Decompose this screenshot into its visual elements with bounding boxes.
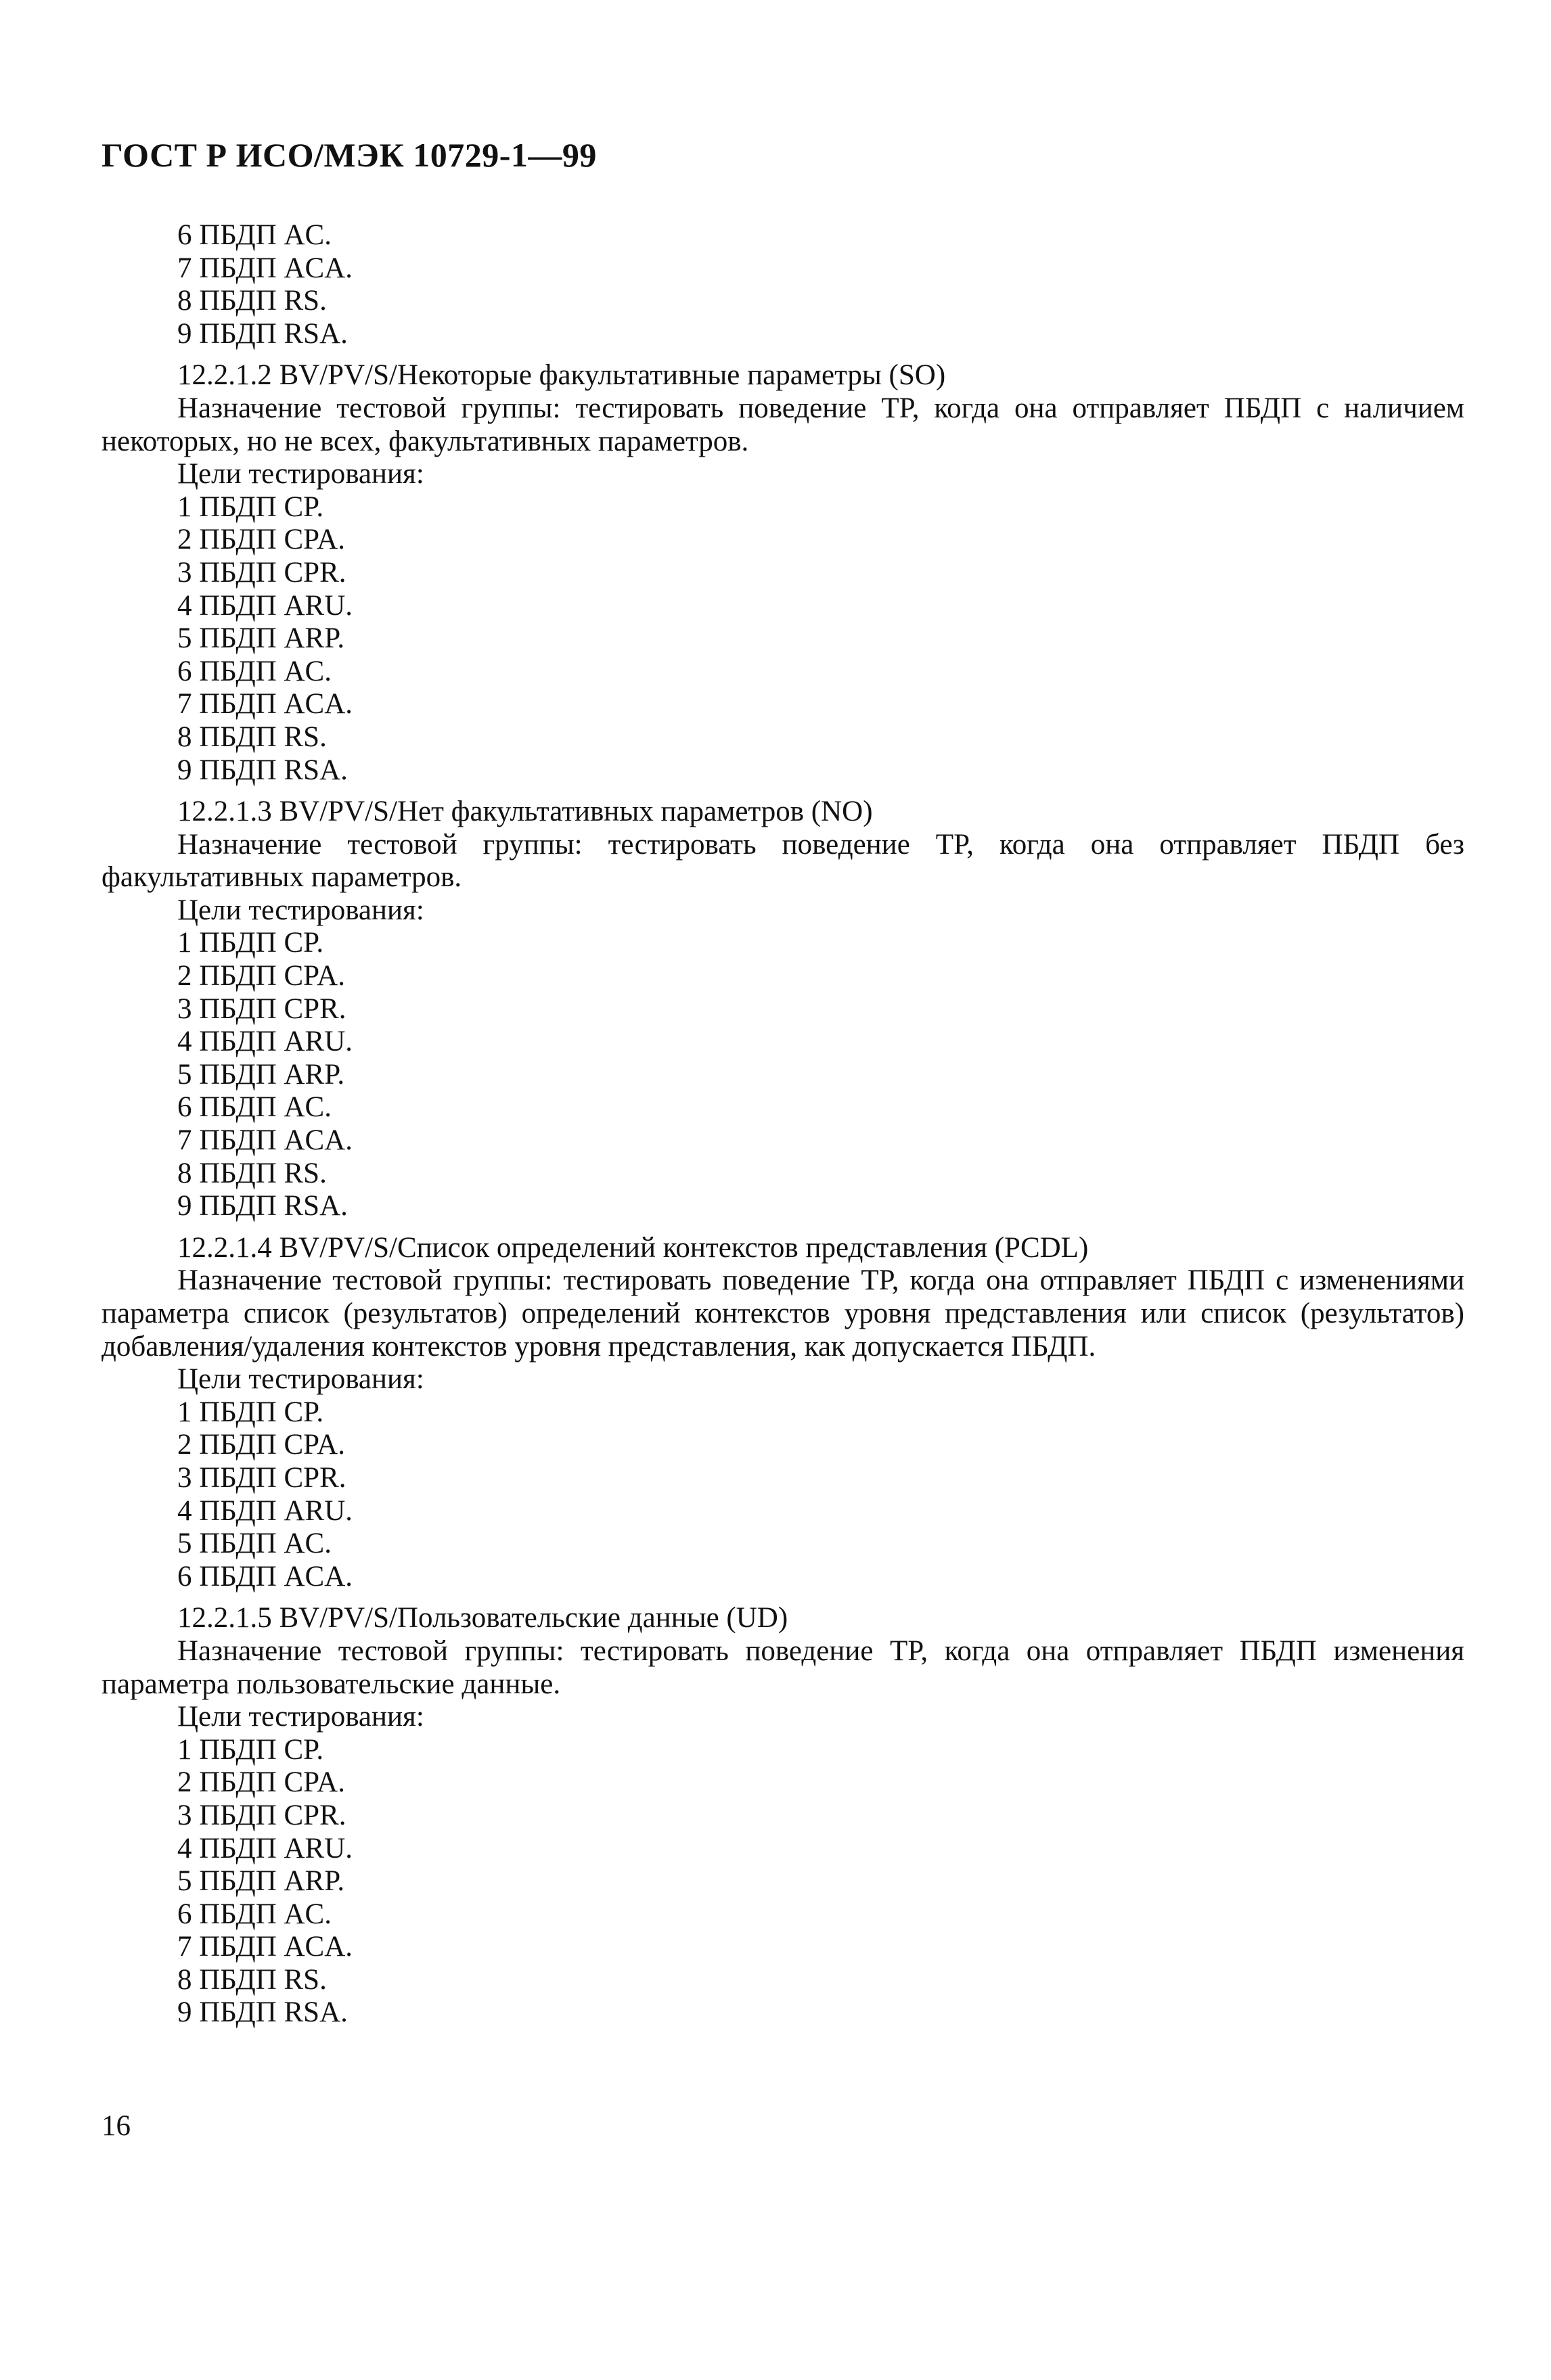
- list-item: 1 ПБДП CP.: [177, 490, 324, 523]
- list-item: 7 ПБДП ACA.: [177, 1931, 353, 1963]
- document-body: [102, 219, 1464, 2030]
- list-item: 5 ПБДП ARP.: [177, 622, 345, 655]
- section-heading: 12.2.1.4 BV/PV/S/Список определений контекстов представления (PCDL): [177, 1231, 1089, 1264]
- list-item: 4 ПБДП ARU.: [177, 1026, 353, 1058]
- list-item: 4 ПБДП ARU.: [177, 1494, 353, 1527]
- list-item: 2 ПБДП CPA.: [177, 1766, 345, 1799]
- list-item: 7 ПБДП ACA.: [177, 1124, 353, 1157]
- list-item: 1 ПБДП CP.: [177, 1733, 324, 1766]
- section-heading: 12.2.1.5 BV/PV/S/Пользовательские данные (UD): [177, 1602, 788, 1634]
- list-item: 6 ПБДП AC.: [177, 1898, 332, 1930]
- goals-label: Цели тестирования:: [177, 1701, 424, 1733]
- list-item: 2 ПБДП CPA.: [177, 1429, 345, 1461]
- list-item: 3 ПБДП CPR.: [177, 1799, 346, 1831]
- document-header: ГОСТ Р ИСО/МЭК 10729-1—99: [102, 136, 597, 174]
- section-heading: 12.2.1.3 BV/PV/S/Нет факультативных параметров (NO): [177, 796, 873, 828]
- list-item: 9 ПБДП RSA.: [177, 1190, 348, 1222]
- list-item: 6 ПБДП ACA.: [177, 1560, 353, 1593]
- list-item: 9 ПБДП RSA.: [177, 754, 348, 786]
- goals-label: Цели тестирования:: [177, 1363, 424, 1396]
- list-item: 8 ПБДП RS.: [177, 1157, 327, 1189]
- list-item: 2 ПБДП CPA.: [177, 960, 345, 992]
- section-heading: 12.2.1.2 BV/PV/S/Некоторые факультативные параметры (SO): [177, 359, 946, 392]
- list-item: 5 ПБДП AC.: [177, 1528, 332, 1560]
- list-item: 1 ПБДП CP.: [177, 1396, 324, 1428]
- list-item: 6 ПБДП AC.: [177, 1091, 332, 1124]
- list-item: 3 ПБДП CPR.: [177, 556, 346, 589]
- section-purpose: Назначение тестовой группы: тестировать поведение TP, когда она отправляет ПБДП изменения параметра пользовательские данные.: [102, 1634, 1464, 1700]
- list-item: 7 ПБДП ACA.: [177, 688, 353, 720]
- list-item: 8 ПБДП RS.: [177, 1963, 327, 1996]
- list-item: 8 ПБДП RS.: [177, 285, 327, 317]
- section-12-2-1-5: [102, 1602, 1464, 2030]
- list-item: 3 ПБДП CPR.: [177, 992, 346, 1025]
- list-item: 1 ПБДП CP.: [177, 927, 324, 959]
- list-item: 5 ПБДП ARP.: [177, 1865, 345, 1898]
- list-item: 2 ПБДП CPA.: [177, 524, 345, 556]
- list-item: 4 ПБДП ARU.: [177, 589, 353, 622]
- list-item: 6 ПБДП AC.: [177, 655, 332, 687]
- section-12-2-1-3: [102, 796, 1464, 1223]
- goals-label: Цели тестирования:: [177, 894, 424, 926]
- page-number: 16: [102, 2110, 131, 2142]
- list-item: 9 ПБДП RSA.: [177, 317, 348, 350]
- section-purpose: Назначение тестовой группы: тестировать поведение TP, когда она отправляет ПБДП с наличием некоторых, но не всех, факультативных параметров.: [102, 392, 1464, 457]
- section-12-2-1-4: [102, 1232, 1464, 1594]
- section-12-2-1-2: [102, 359, 1464, 787]
- list-item: 6 ПБДП AC.: [177, 219, 332, 251]
- list-item: 8 ПБДП RS.: [177, 720, 327, 753]
- section-purpose: Назначение тестовой группы: тестировать поведение TP, когда она отправляет ПБДП без факультативных параметров.: [102, 828, 1464, 894]
- list-item: 7 ПБДП ACA.: [177, 252, 353, 284]
- list-item: 9 ПБДП RSA.: [177, 1996, 348, 2029]
- goals-label: Цели тестирования:: [177, 458, 424, 490]
- section-purpose: Назначение тестовой группы: тестировать поведение TP, когда она отправляет ПБДП с изменениями параметра список (результатов) определений контекстов уровня представления или список (результатов) добавления/удаления контекстов уровня представления, как допускается ПБДП.: [102, 1264, 1464, 1363]
- list-item: 4 ПБДП ARU.: [177, 1832, 353, 1864]
- intro-goal-list: [102, 219, 1464, 350]
- list-item: 3 ПБДП CPR.: [177, 1461, 346, 1494]
- list-item: 5 ПБДП ARP.: [177, 1058, 345, 1091]
